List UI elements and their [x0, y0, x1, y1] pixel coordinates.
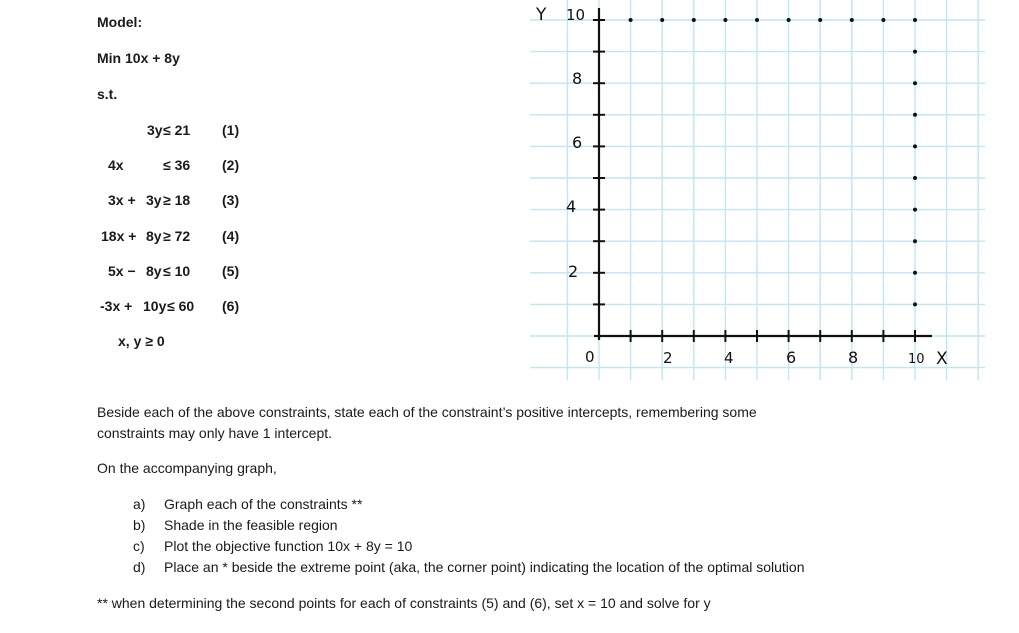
constraint-6-tag: (6)	[222, 298, 240, 314]
constraint-5-rhs: ≤ 10	[163, 263, 191, 279]
x-tick-label-2: 2	[663, 349, 673, 367]
boundary-dot	[913, 144, 917, 148]
boundary-dot	[913, 18, 917, 22]
x-axis-label: X	[936, 349, 948, 369]
subject-to-label: s.t.	[97, 86, 118, 102]
list-item-text: Place an * beside the extreme point (aka, the corner point) indicating the location of the optimal solution	[164, 559, 805, 575]
boundary-dot	[913, 113, 917, 117]
y-tick-label-6: 6	[572, 133, 583, 152]
list-item-marker: a)	[133, 496, 146, 512]
boundary-dot	[913, 208, 917, 212]
nonnegativity-constraint: x, y ≥ 0	[118, 333, 165, 349]
constraint-1-tag: (1)	[222, 122, 240, 138]
boundary-dots	[629, 18, 917, 306]
boundary-dot	[850, 18, 854, 22]
constraint-2-rhs: ≤ 36	[163, 157, 191, 173]
constraint-6-rhs: ≤ 60	[167, 298, 195, 314]
list-item-marker: c)	[133, 538, 145, 554]
axis-ticks	[593, 20, 915, 342]
list-item-marker: d)	[133, 559, 146, 575]
y-axis-label: Y	[536, 5, 547, 25]
constraint-4-tag: (4)	[222, 228, 240, 244]
boundary-dot	[787, 18, 791, 22]
constraint-4-y-term: 8y	[146, 228, 162, 244]
intercepts-instruction-line-1: Beside each of the above constraints, state each of the constraint’s positive intercepts, remembering some	[97, 404, 757, 420]
graph-intro: On the accompanying graph,	[97, 460, 277, 476]
intercepts-instruction-line-2: constraints may only have 1 intercept.	[97, 425, 333, 441]
constraint-5-y-term: 8y	[146, 263, 162, 279]
model-title: Model:	[97, 14, 143, 30]
origin-label: 0	[585, 348, 595, 366]
objective-function: Min 10x + 8y	[97, 50, 180, 66]
y-tick-label-8: 8	[572, 69, 583, 88]
boundary-dot	[913, 271, 917, 275]
list-item-text: Plot the objective function 10x + 8y = 10	[164, 538, 413, 554]
constraint-2-x-term: 4x	[108, 157, 124, 173]
x-tick-label-8: 8	[848, 348, 859, 367]
constraint-3-rhs: ≥ 18	[163, 192, 191, 208]
x-tick-label-10: 10	[908, 352, 925, 367]
list-item-text: Graph each of the constraints **	[164, 496, 363, 512]
constraint-2-tag: (2)	[222, 157, 240, 173]
list-item-marker: b)	[133, 517, 146, 533]
x-tick-label-4: 4	[724, 349, 734, 367]
boundary-dot	[755, 18, 759, 22]
y-tick-label-4: 4	[566, 197, 577, 216]
constraint-4-rhs: ≥ 72	[163, 228, 191, 244]
footnote: ** when determining the second points for each of constraints (5) and (6), set x = 10 and solve for y	[97, 595, 711, 611]
constraint-3-y-term: 3y	[146, 192, 162, 208]
boundary-dot	[660, 18, 664, 22]
constraint-3-x-term: 3x +	[108, 192, 136, 208]
constraint-5-tag: (5)	[222, 263, 240, 279]
y-tick-label-10: 10	[566, 6, 586, 24]
constraint-1-y-term: 3y	[147, 122, 163, 138]
constraint-1-rhs: ≤ 21	[163, 122, 191, 138]
constraint-6-x-term: -3x +	[100, 298, 133, 314]
boundary-dot	[913, 176, 917, 180]
boundary-dot	[692, 18, 696, 22]
boundary-dot	[629, 18, 633, 22]
boundary-dot	[723, 18, 727, 22]
boundary-dot	[913, 302, 917, 306]
graph-paper	[530, 0, 990, 390]
boundary-dot	[913, 239, 917, 243]
boundary-dot	[818, 18, 822, 22]
constraint-4-x-term: 18x +	[101, 228, 137, 244]
boundary-dot	[913, 81, 917, 85]
y-tick-label-2: 2	[568, 262, 579, 281]
constraint-5-x-term: 5x −	[108, 263, 136, 279]
x-tick-label-6: 6	[786, 348, 797, 367]
constraint-6-y-term: 10y	[143, 298, 167, 314]
boundary-dot	[881, 18, 885, 22]
boundary-dot	[913, 50, 917, 54]
constraint-3-tag: (3)	[222, 192, 240, 208]
list-item-text: Shade in the feasible region	[164, 517, 338, 533]
